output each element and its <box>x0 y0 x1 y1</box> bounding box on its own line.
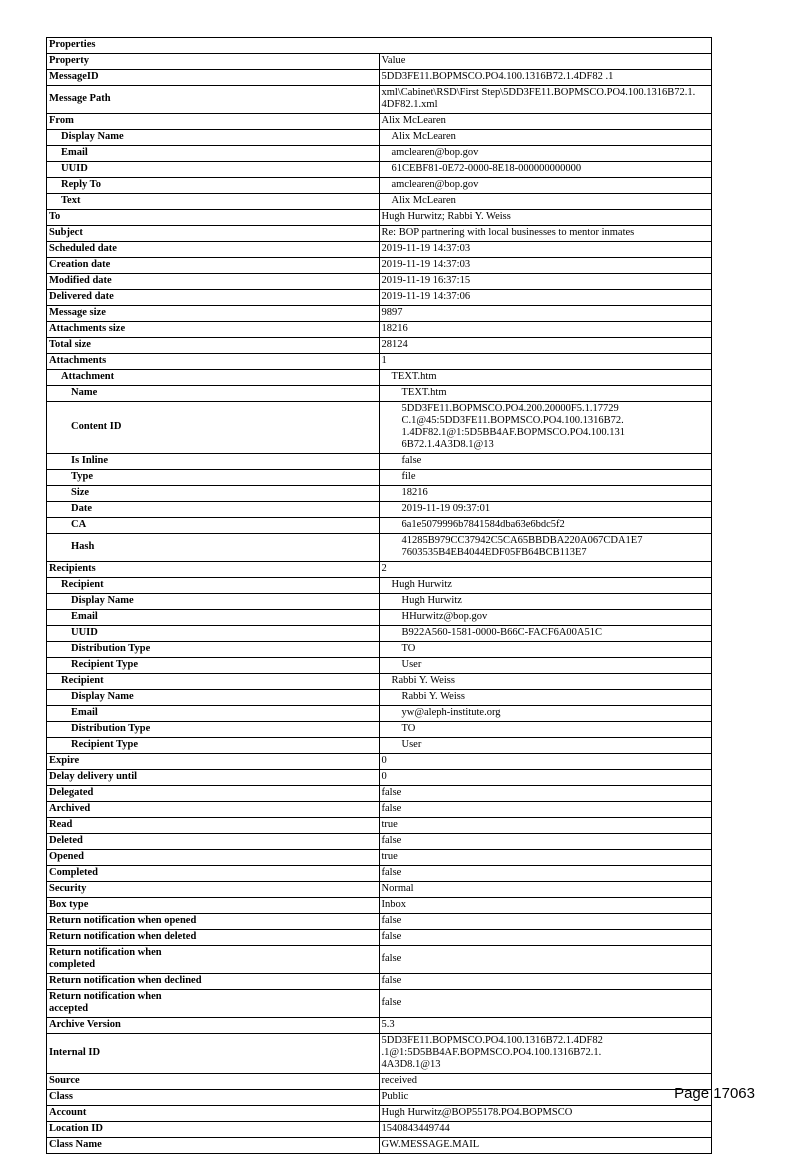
property-value: 9897 <box>379 306 712 322</box>
table-row <box>47 722 712 738</box>
table-row <box>47 1074 712 1090</box>
table-row <box>47 610 712 626</box>
property-name-line: Return notification when <box>49 991 162 1002</box>
property-name: UUID <box>47 626 380 642</box>
property-value: 2019-11-19 16:37:15 <box>379 274 712 290</box>
property-name: Size <box>47 486 380 502</box>
table-row <box>47 786 712 802</box>
property-value: 1 <box>379 354 712 370</box>
table-row <box>47 290 712 306</box>
property-name <box>47 990 380 1018</box>
property-name: From <box>47 114 380 130</box>
property-value: Rabbi Y. Weiss <box>379 690 712 706</box>
property-value: received <box>379 1074 712 1090</box>
property-value <box>379 402 712 454</box>
property-name: Is Inline <box>47 454 380 470</box>
property-value: true <box>379 850 712 866</box>
property-name: Recipient Type <box>47 658 380 674</box>
property-value: false <box>379 914 712 930</box>
property-name: Deleted <box>47 834 380 850</box>
property-name: Expire <box>47 754 380 770</box>
property-value: Public <box>379 1090 712 1106</box>
property-value: TEXT.htm <box>379 386 712 402</box>
property-name: Recipient <box>47 674 380 690</box>
property-name: To <box>47 210 380 226</box>
property-value: false <box>379 802 712 818</box>
property-value: false <box>379 866 712 882</box>
property-name <box>47 946 380 974</box>
table-row <box>47 486 712 502</box>
property-value: Hugh Hurwitz@BOP55178.PO4.BOPMSCO <box>379 1106 712 1122</box>
property-value: false <box>379 990 712 1018</box>
property-value: 0 <box>379 770 712 786</box>
property-name: Email <box>47 146 380 162</box>
property-value: amclearen@bop.gov <box>379 146 712 162</box>
property-name-line: completed <box>49 959 96 970</box>
property-value: 6a1e5079996b7841584dba63e6bdc5f2 <box>379 518 712 534</box>
property-value: false <box>379 454 712 470</box>
property-name: Recipient Type <box>47 738 380 754</box>
table-row <box>47 386 712 402</box>
property-name: Delegated <box>47 786 380 802</box>
property-name: Hash <box>47 534 380 562</box>
table-header-row <box>47 54 712 70</box>
property-value: 18216 <box>379 486 712 502</box>
property-value: xml\Cabinet\RSD\First Step\5DD3FE11.BOPMSCO.PO4.100.1316B72.1. 4DF82.1.xml <box>379 86 712 114</box>
property-name: Date <box>47 502 380 518</box>
property-name: Location ID <box>47 1122 380 1138</box>
table-row <box>47 306 712 322</box>
header-value: Value <box>379 54 712 70</box>
property-name: Return notification when opened <box>47 914 380 930</box>
property-name: Distribution Type <box>47 642 380 658</box>
property-value <box>379 1034 712 1074</box>
property-name: Modified date <box>47 274 380 290</box>
property-value-line: 5DD3FE11.BOPMSCO.PO4.100.1316B72.1.4DF82 .1@1:5D5BB4AF.BOPMSCO.PO4.100.1316B72.1. <box>381 1035 603 1058</box>
property-value: 2 <box>379 562 712 578</box>
table-row <box>47 402 712 454</box>
table-row <box>47 578 712 594</box>
table-row <box>47 690 712 706</box>
table-row <box>47 86 712 114</box>
property-name: Opened <box>47 850 380 866</box>
property-value: 41285B979CC37942C5CA65BBDBA220A067CDA1E7 7603535B4EB4044EDF05FB64BCB113E7 <box>379 534 712 562</box>
property-name: Distribution Type <box>47 722 380 738</box>
property-name: Security <box>47 882 380 898</box>
property-value: Inbox <box>379 898 712 914</box>
property-value: yw@aleph-institute.org <box>379 706 712 722</box>
property-value: 18216 <box>379 322 712 338</box>
property-name: Name <box>47 386 380 402</box>
property-value: 2019-11-19 09:37:01 <box>379 502 712 518</box>
table-row <box>47 562 712 578</box>
table-row <box>47 834 712 850</box>
table-row <box>47 818 712 834</box>
property-name: Delivered date <box>47 290 380 306</box>
property-value: true <box>379 818 712 834</box>
property-value: GW.MESSAGE.MAIL <box>379 1138 712 1154</box>
table-row <box>47 866 712 882</box>
property-value: User <box>379 658 712 674</box>
table-row <box>47 370 712 386</box>
table-row <box>47 258 712 274</box>
property-name: Scheduled date <box>47 242 380 258</box>
property-value-line: 4A3D8.1@13 <box>381 1059 441 1070</box>
table-row <box>47 594 712 610</box>
table-row <box>47 178 712 194</box>
table-row <box>47 226 712 242</box>
table-row <box>47 850 712 866</box>
property-value: 61CEBF81-0E72-0000-8E18-000000000000 <box>379 162 712 178</box>
table-row <box>47 1018 712 1034</box>
property-value: Hugh Hurwitz <box>379 594 712 610</box>
table-row <box>47 802 712 818</box>
property-value: HHurwitz@bop.gov <box>379 610 712 626</box>
table-row <box>47 322 712 338</box>
table-row <box>47 626 712 642</box>
property-name: Creation date <box>47 258 380 274</box>
table-row <box>47 338 712 354</box>
table-row <box>47 1122 712 1138</box>
table-row <box>47 1138 712 1154</box>
property-name: Text <box>47 194 380 210</box>
table-row <box>47 470 712 486</box>
page-number: Page 17063 <box>674 1085 755 1102</box>
property-value: Alix McLearen <box>379 114 712 130</box>
table-row <box>47 1034 712 1074</box>
table-row <box>47 130 712 146</box>
property-name: Recipient <box>47 578 380 594</box>
property-value: Hugh Hurwitz <box>379 578 712 594</box>
property-value: Alix McLearen <box>379 130 712 146</box>
table-row <box>47 674 712 690</box>
property-name: Account <box>47 1106 380 1122</box>
table-row <box>47 974 712 990</box>
property-name: Attachment <box>47 370 380 386</box>
property-name: Internal ID <box>47 1034 380 1074</box>
property-value: 1540843449744 <box>379 1122 712 1138</box>
property-value: 28124 <box>379 338 712 354</box>
table-row <box>47 454 712 470</box>
property-name: Source <box>47 1074 380 1090</box>
property-name: Delay delivery until <box>47 770 380 786</box>
table-row <box>47 642 712 658</box>
table-row <box>47 194 712 210</box>
table-title: Properties <box>47 38 712 54</box>
property-name: Completed <box>47 866 380 882</box>
property-name: Display Name <box>47 594 380 610</box>
property-value: B922A560-1581-0000-B66C-FACF6A00A51C <box>379 626 712 642</box>
property-name: Message Path <box>47 86 380 114</box>
property-value: 5DD3FE11.BOPMSCO.PO4.100.1316B72.1.4DF82 .1 <box>379 70 712 86</box>
property-value: Normal <box>379 882 712 898</box>
table-row <box>47 518 712 534</box>
table-row <box>47 738 712 754</box>
table-row <box>47 914 712 930</box>
property-value: Rabbi Y. Weiss <box>379 674 712 690</box>
table-row <box>47 354 712 370</box>
property-name: UUID <box>47 162 380 178</box>
property-name-line: accepted <box>49 1003 89 1014</box>
table-row <box>47 502 712 518</box>
property-name: Display Name <box>47 690 380 706</box>
property-name: Class <box>47 1090 380 1106</box>
table-row <box>47 898 712 914</box>
property-name: Subject <box>47 226 380 242</box>
property-name: Content ID <box>47 402 380 454</box>
property-name: Type <box>47 470 380 486</box>
property-value: false <box>379 834 712 850</box>
table-row <box>47 930 712 946</box>
table-row <box>47 1106 712 1122</box>
property-name: Box type <box>47 898 380 914</box>
property-name: Return notification when deleted <box>47 930 380 946</box>
table-row <box>47 146 712 162</box>
property-value: Alix McLearen <box>379 194 712 210</box>
property-value: Hugh Hurwitz; Rabbi Y. Weiss <box>379 210 712 226</box>
property-name: MessageID <box>47 70 380 86</box>
table-row <box>47 1090 712 1106</box>
property-name: Attachments size <box>47 322 380 338</box>
property-name: Attachments <box>47 354 380 370</box>
header-property: Property <box>47 54 380 70</box>
table-row <box>47 882 712 898</box>
property-value: Re: BOP partnering with local businesses to mentor inmates <box>379 226 712 242</box>
property-value-line: 1.4DF82.1@1:5D5BB4AF.BOPMSCO.PO4.100.131 6B72.1.4A3D8.1@13 <box>401 427 626 450</box>
table-title-row <box>47 38 712 54</box>
property-name: Class Name <box>47 1138 380 1154</box>
table-row <box>47 658 712 674</box>
property-name: Archive Version <box>47 1018 380 1034</box>
table-row <box>47 706 712 722</box>
table-row <box>47 114 712 130</box>
property-name: Reply To <box>47 178 380 194</box>
property-name: Archived <box>47 802 380 818</box>
property-value: 2019-11-19 14:37:03 <box>379 242 712 258</box>
property-name: Return notification when declined <box>47 974 380 990</box>
property-value: TO <box>379 722 712 738</box>
table-row <box>47 534 712 562</box>
property-value: file <box>379 470 712 486</box>
table-row <box>47 162 712 178</box>
property-value: 5.3 <box>379 1018 712 1034</box>
property-value: TEXT.htm <box>379 370 712 386</box>
table-row <box>47 946 712 974</box>
property-name-line: Return notification when <box>49 947 162 958</box>
properties-table <box>46 37 712 1154</box>
property-value: User <box>379 738 712 754</box>
property-name: Recipients <box>47 562 380 578</box>
property-value: 2019-11-19 14:37:06 <box>379 290 712 306</box>
property-name: CA <box>47 518 380 534</box>
property-value: 2019-11-19 14:37:03 <box>379 258 712 274</box>
property-value: amclearen@bop.gov <box>379 178 712 194</box>
property-value: TO <box>379 642 712 658</box>
property-name: Display Name <box>47 130 380 146</box>
property-value: false <box>379 946 712 974</box>
property-value: false <box>379 786 712 802</box>
property-value: 0 <box>379 754 712 770</box>
property-name: Read <box>47 818 380 834</box>
table-row <box>47 242 712 258</box>
table-row <box>47 770 712 786</box>
property-name: Email <box>47 706 380 722</box>
property-name: Email <box>47 610 380 626</box>
table-row <box>47 990 712 1018</box>
table-row <box>47 754 712 770</box>
property-name: Message size <box>47 306 380 322</box>
property-name: Total size <box>47 338 380 354</box>
property-value: false <box>379 930 712 946</box>
property-value: false <box>379 974 712 990</box>
table-row <box>47 70 712 86</box>
property-value-line: 5DD3FE11.BOPMSCO.PO4.200.20000F5.1.17729 C.1@45:5DD3FE11.BOPMSCO.PO4.100.1316B72. <box>401 403 624 426</box>
table-row <box>47 274 712 290</box>
table-row <box>47 210 712 226</box>
